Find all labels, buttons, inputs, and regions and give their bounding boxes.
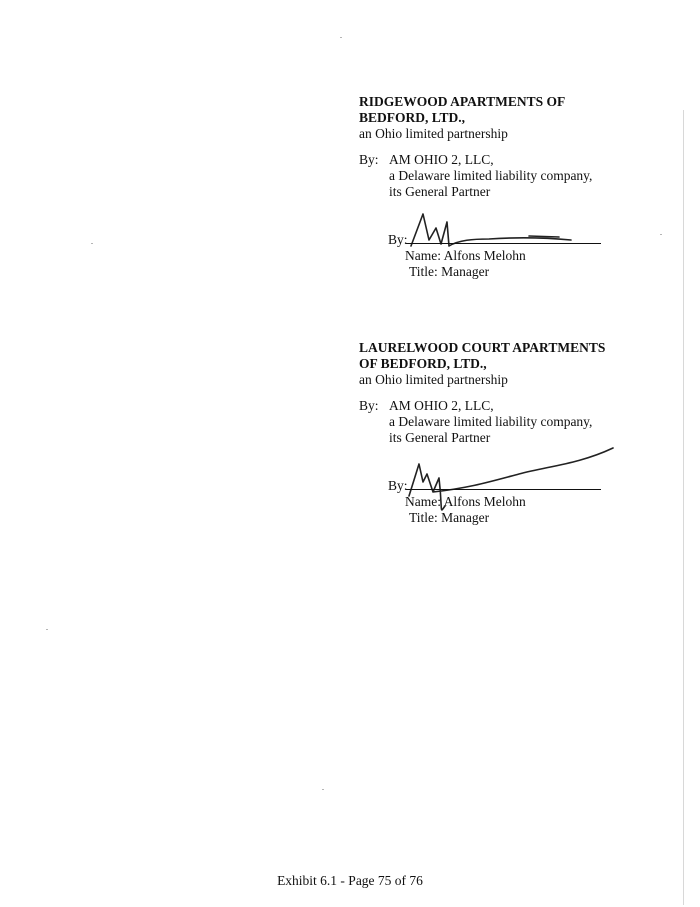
by-label: By: <box>359 398 379 413</box>
general-partner-name: AM OHIO 2, LLC, <box>389 152 494 167</box>
by-general-partner <box>359 152 659 202</box>
signature-by-label: By: <box>388 232 408 247</box>
entity-name-line1: LAURELWOOD COURT APARTMENTS <box>359 340 606 355</box>
general-partner-description: a Delaware limited liability company, <box>389 414 593 429</box>
signer-name: Name: Alfons Melohn <box>405 494 526 509</box>
scan-speck <box>322 789 324 790</box>
entity-name-line1: RIDGEWOOD APARTMENTS OF <box>359 94 566 109</box>
scan-speck <box>660 234 662 235</box>
scan-speck <box>91 243 93 244</box>
signature-by-label: By: <box>388 478 408 493</box>
by-label: By: <box>359 152 379 167</box>
entity-description: an Ohio limited partnership <box>359 372 508 387</box>
signature-area <box>359 220 659 290</box>
general-partner-description: a Delaware limited liability company, <box>389 168 593 183</box>
general-partner-role: its General Partner <box>389 184 491 199</box>
scan-speck <box>46 629 48 630</box>
general-partner-name: AM OHIO 2, LLC, <box>389 398 494 413</box>
scan-speck <box>340 37 342 38</box>
signature-line <box>406 243 601 244</box>
by-general-partner <box>359 398 659 448</box>
signer-name: Name: Alfons Melohn <box>405 248 526 263</box>
entity-name-line2: BEDFORD, LTD., <box>359 110 466 125</box>
signature-block-ridgewood <box>359 94 659 279</box>
scan-edge <box>683 110 684 905</box>
entity-name-line2: OF BEDFORD, LTD., <box>359 356 487 371</box>
signature-line <box>406 489 601 490</box>
signature-area <box>359 466 659 536</box>
general-partner-role: its General Partner <box>389 430 491 445</box>
signer-title: Title: Manager <box>409 510 490 525</box>
signer-title: Title: Manager <box>409 264 490 279</box>
page-footer: Exhibit 6.1 - Page 75 of 76 <box>277 873 423 888</box>
entity-description: an Ohio limited partnership <box>359 126 508 141</box>
signature-block-laurelwood <box>359 340 659 525</box>
